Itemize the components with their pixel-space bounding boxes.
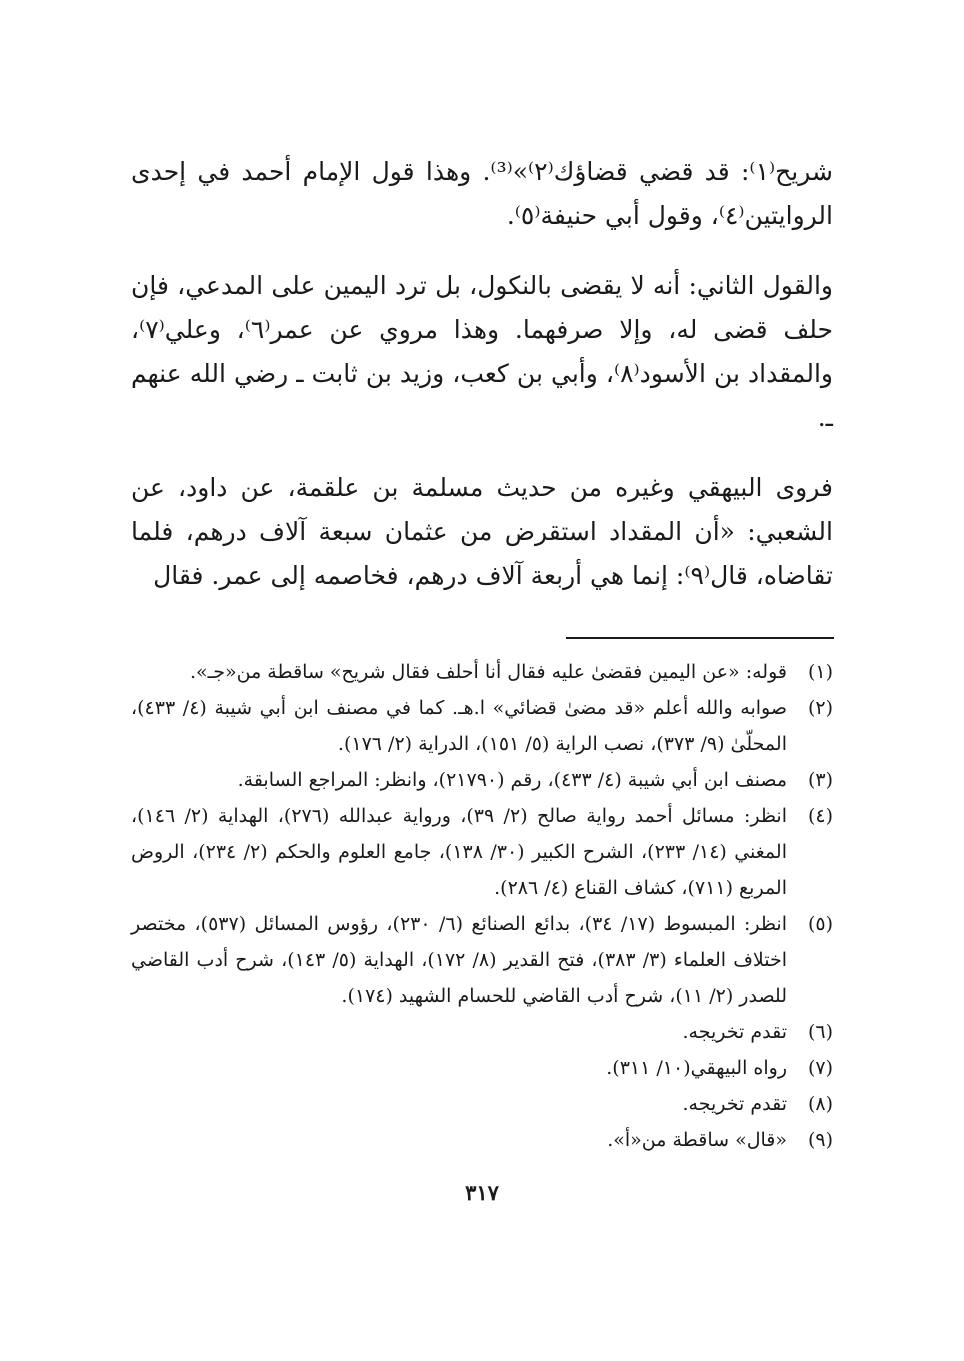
footnote-text: انظر: المبسوط (١٧/ ٣٤)، بدائع الصنائع (٦/ ٢٣٠)، رؤوس المسائل (٥٣٧)، مختصر اختلاف العلماء (٣/ ٣٨٣)، فتح القدير (٨/ ١٧٢)، الهداية (٥/ ١٤٣)، شرح أدب القاضي للصدر (٢/ ١١)، شرح أدب القاضي للحسام الشهيد (١٧٤). — [131, 913, 788, 1007]
main-text — [131, 150, 833, 598]
footnote-text: مصنف ابن أبي شيبة (٤/ ٤٣٣)، رقم (٢١٧٩٠)، وانظر: المراجع السابقة. — [237, 769, 787, 791]
footnote-number: (٩) — [807, 1129, 833, 1151]
footnote-text: صوابه والله أعلم «قد مضىٰ قضائي» ا.هـ. كما في مصنف ابن أبي شيبة (٤/ ٤٣٣)، المحلّىٰ (٩/ ٣٧٣)، نصب الراية (٥/ ١٥١)، الدراية (٢/ ١٧٦). — [131, 697, 787, 755]
footnote-text: تقدم تخريجه. — [682, 1093, 787, 1115]
footnote — [131, 1014, 833, 1050]
footnote — [131, 1050, 833, 1086]
footnote-text: تقدم تخريجه. — [682, 1021, 787, 1043]
footnote — [131, 762, 833, 798]
footnote-text: قوله: «عن اليمين فقضىٰ عليه فقال أنا أحلف فقال شريح» ساقطة من«جـ». — [190, 661, 787, 683]
paragraph: والقول الثاني: أنه لا يقضى بالنكول، بل ترد اليمين على المدعي، فإن حلف قضى له، وإلا صرفهما. وهذا مروي عن عمر⁽٦⁾، وعلي⁽٧⁾، والمقداد بن الأسود⁽٨⁾، وأبي بن كعب، وزيد بن ثابت ـ رضي الله عنهم ـ. — [131, 271, 833, 432]
footnote — [131, 1086, 833, 1122]
footnote-text: انظر: مسائل أحمد رواية صالح (٢/ ٣٩)، ورواية عبدالله (٢٧٦)، الهداية (٢/ ١٤٦)، المغني (١٤/ ٢٣٣)، الشرح الكبير (٣٠/ ١٣٨)، جامع العلوم والحكم (٢/ ٢٣٤)، الروض المربع (٧١١)، كشاف القناع (٤/ ٢٨٦). — [131, 805, 787, 899]
footnote — [131, 798, 833, 906]
footnote-number: (٨) — [807, 1093, 833, 1115]
footnote — [131, 690, 833, 762]
footnote-number: (٣) — [807, 769, 833, 791]
footnote-separator — [566, 637, 834, 639]
footnote-number: (١) — [807, 661, 833, 683]
footnotes — [131, 654, 833, 1158]
footnote-number: (٢) — [807, 697, 833, 719]
paragraph: شريح⁽١⁾: قد قضي قضاؤك⁽٢⁾»⁽³⁾. وهذا قول الإمام أحمد في إحدى الروايتين⁽٤⁾، وقول أبي حنيفة⁽٥⁾. — [131, 157, 833, 230]
page-number: ٣١٧ — [465, 1180, 499, 1205]
footnote-number: (٥) — [807, 913, 833, 935]
paragraph: فروى البيهقي وغيره من حديث مسلمة بن علقمة، عن داود، عن الشعبي: «أن المقداد استقرض من عثمان سبعة آلاف درهم، فلما تقاضاه، قال⁽٩⁾: إنما هي أربعة آلاف درهم، فخاصمه إلى عمر. فقال — [131, 473, 833, 590]
footnote-text: رواه البيهقي(١٠/ ٣١١). — [606, 1057, 787, 1079]
footnote-number: (٦) — [807, 1021, 833, 1043]
footnote-number: (٧) — [807, 1057, 833, 1079]
footnote-text: «قال» ساقطة من«أ». — [607, 1129, 787, 1151]
footnote — [131, 1122, 833, 1158]
footnote-number: (٤) — [807, 805, 833, 827]
footnote — [131, 654, 833, 690]
footnote — [131, 906, 833, 1014]
